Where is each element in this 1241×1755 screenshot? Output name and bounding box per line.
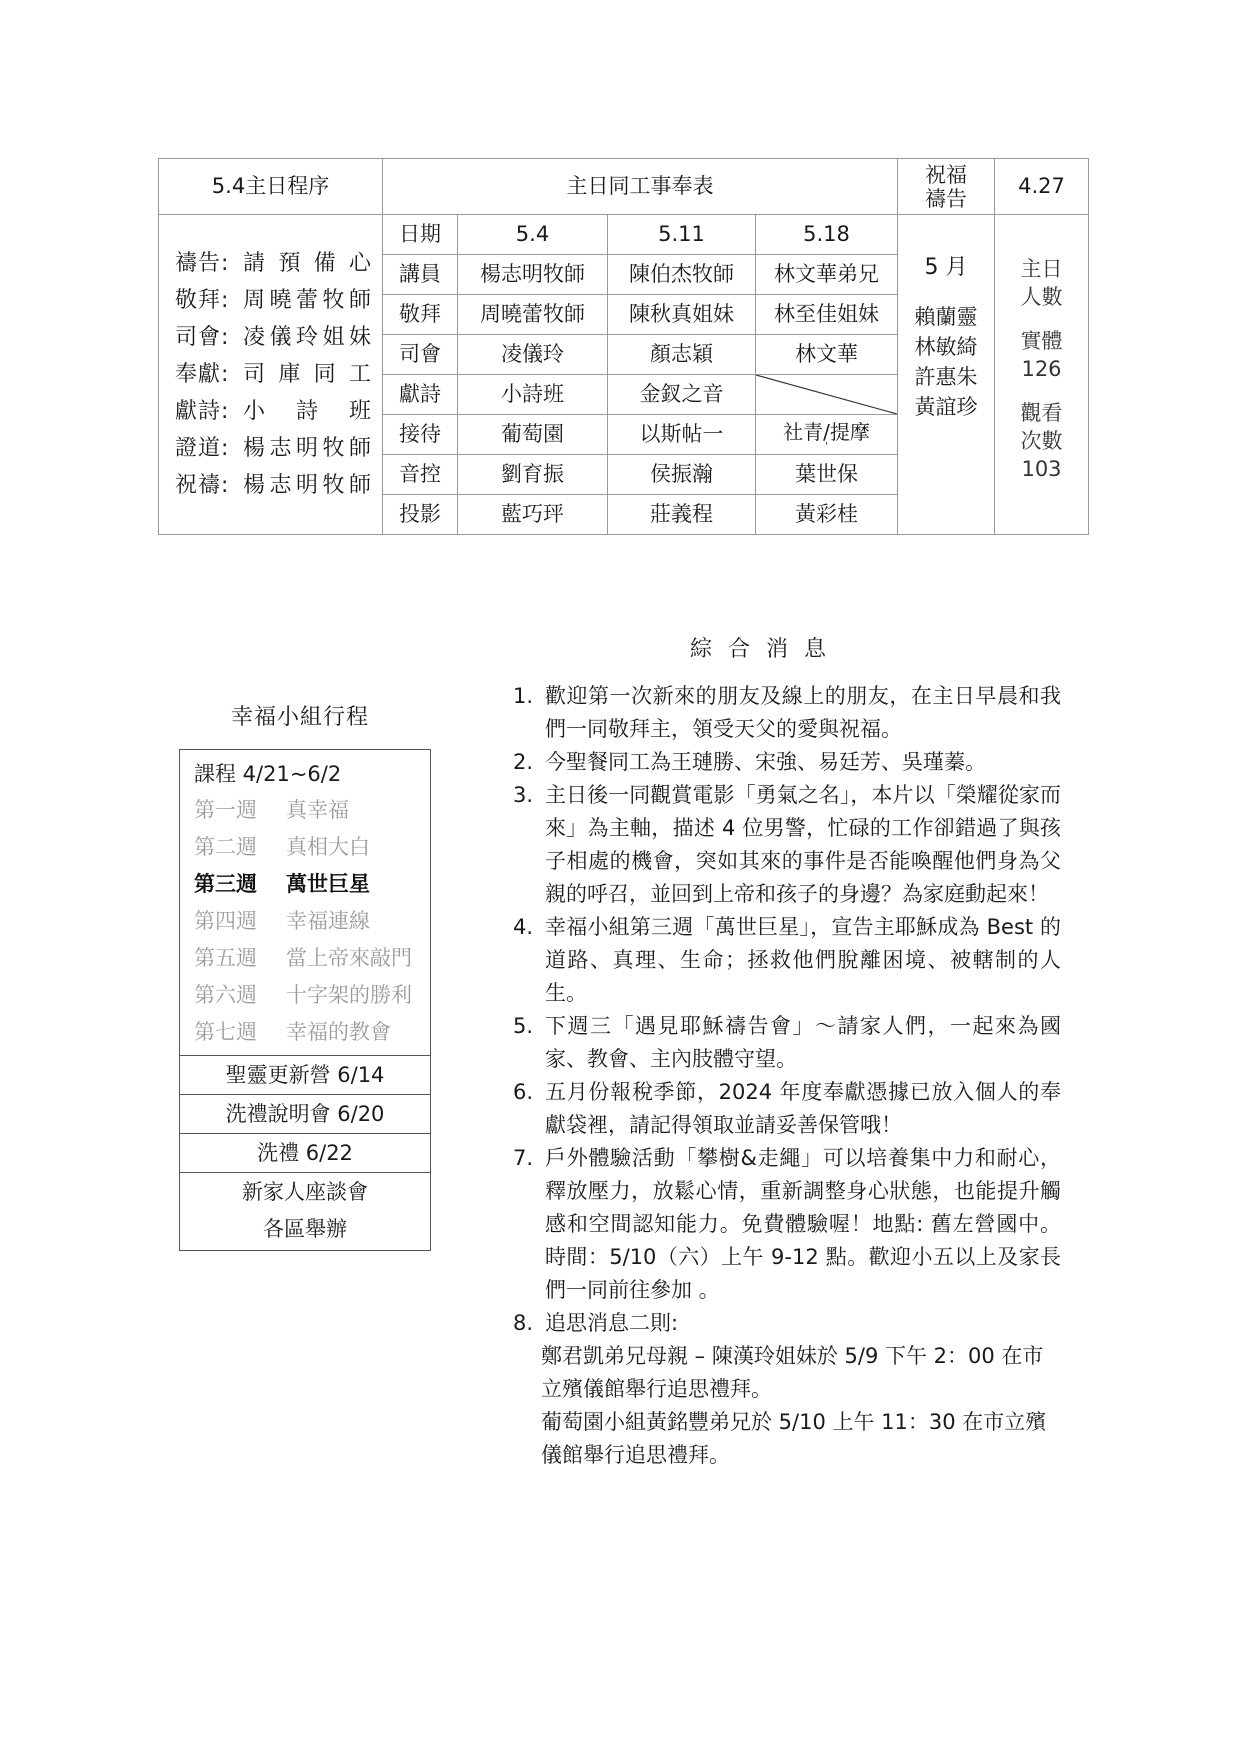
roster-cell: 社青/提摩 ' <box>756 415 898 455</box>
event-item: 洗禮 6/22 <box>180 1133 430 1172</box>
program-value: 凌 儀 玲 姐 妹 <box>243 324 372 350</box>
roster-header-col: 5.18 <box>756 215 898 255</box>
roster-cell: 以斯帖一 <box>608 415 756 455</box>
program-value: 楊 志 明 牧 師 <box>243 472 372 498</box>
physical-label: 實體 <box>1020 329 1063 353</box>
roster-cell: 林文華弟兄 <box>756 255 898 295</box>
program-value: 司 庫 同 工 <box>243 361 372 387</box>
memorial-notice: 葡萄園小組黃銘豐弟兄於 5/10 上午 11：30 在市立殯儀館舉行追思禮拜。 <box>541 1410 1047 1467</box>
roster-cell: 周曉蕾牧師 <box>458 295 608 335</box>
week-item: 第五週 當上帝來敲門 <box>194 946 412 970</box>
prayer-name: 林敏綺 <box>914 335 978 360</box>
roster-cell: 凌儀玲 <box>458 335 608 375</box>
news-item: 3. 主日後一同觀賞電影「勇氣之名」，本片以「榮耀從家而來」為主軸，描述 4 位男警，忙碌的工作卻錯過了與孩子相處的機會，突如其來的事件是否能喚醒他們身為父親的呼召，並回到上帝和孩子的身邊？為家庭動起來！ <box>513 783 1061 906</box>
group-schedule-box <box>179 749 431 1251</box>
roster-cell: 金釵之音 <box>608 375 756 415</box>
prayer-list <box>898 215 995 535</box>
roster-cell: 林文華 <box>756 335 898 375</box>
program-line: 奉獻: 司 庫 同 工 <box>175 361 372 387</box>
roster-role: 敬拜 <box>383 295 458 335</box>
event-item: 聖靈更新營 6/14 <box>180 1055 430 1094</box>
program-line: 敬拜: 周 曉 蕾 牧 師 <box>175 287 372 313</box>
program-value: 楊 志 明 牧 師 <box>243 435 372 461</box>
news-item: 7. 戶外體驗活動「攀樹&走繩」可以培養集中力和耐心，釋放壓力，放鬆心情，重新調整身心狀態，也能提升觸感和空間認知能力。免費體驗喔！地點: 舊左營國中。時間：5/10（六）上午 9-12 點。歡迎小五以上及家長們一同前往參加 。 <box>513 1146 1061 1302</box>
attendance-label: 人數 <box>1020 285 1063 309</box>
roster-cell-empty <box>756 375 898 415</box>
roster-header-date: 日期 <box>383 215 458 255</box>
news-item: 2. 今聖餐同工為王璉勝、宋強、易廷芳、吳瑾蓁。 <box>513 750 986 774</box>
attendance-label: 主日 <box>1020 257 1063 281</box>
news-item: 8. 追思消息二則: <box>513 1311 679 1335</box>
week-item: 第四週 幸福連線 <box>194 909 370 933</box>
roster-header-col: 5.4 <box>458 215 608 255</box>
roster-cell: 葡萄園 <box>458 415 608 455</box>
course-block <box>180 750 430 1055</box>
memorial-notice: 鄭君凱弟兄母親 – 陳漢玲姐妹於 5/9 下午 2：00 在市立殯儀館舉行追思禮拜。 <box>541 1344 1044 1401</box>
roster-cell: 陳伯杰牧師 <box>608 255 756 295</box>
roster-cell: 劉育振 <box>458 455 608 495</box>
views-value: 103 <box>1021 457 1062 481</box>
week-item-current: 第三週 萬世巨星 <box>194 872 370 896</box>
program-value: 請 預 備 心 <box>243 250 372 276</box>
roster-cell: 侯振瀚 <box>608 455 756 495</box>
news-item: 5. 下週三「遇見耶穌禱告會」～請家人們，一起來為國家、教會、主內肢體守望。 <box>513 1014 1061 1071</box>
roster-role: 音控 <box>383 455 458 495</box>
roster-cell: 小詩班 <box>458 375 608 415</box>
views-label: 次數 <box>1020 429 1063 453</box>
roster-cell: 林至佳姐妹 <box>756 295 898 335</box>
physical-value: 126 <box>1021 357 1062 381</box>
roster-role: 投影 <box>383 495 458 535</box>
roster-header-col: 5.11 <box>608 215 756 255</box>
roster-cell: 楊志明牧師 <box>458 255 608 295</box>
roster-role: 司會 <box>383 335 458 375</box>
roster-cell: 葉世保 <box>756 455 898 495</box>
roster-cell: 藍巧玶 <box>458 495 608 535</box>
program-line: 獻詩: 小 詩 班 <box>175 398 372 424</box>
week-item: 第一週 真幸福 <box>194 798 349 822</box>
roster-role: 獻詩 <box>383 375 458 415</box>
views-label: 觀看 <box>1020 401 1063 425</box>
course-range: 課程 4/21~6/2 <box>194 762 342 786</box>
news-title: 綜合消息 <box>690 637 843 662</box>
prayer-name: 賴蘭靈 <box>914 305 978 330</box>
roster-cell: 陳秋真姐妹 <box>608 295 756 335</box>
prayer-title: 祝福禱告 <box>898 159 995 215</box>
program-value: 周 曉 蕾 牧 師 <box>243 287 372 313</box>
group-title: 幸福小組行程 <box>230 705 369 730</box>
event-item: 新家人座談會 各區舉辦 <box>180 1172 430 1250</box>
week-item: 第六週 十字架的勝利 <box>194 983 412 1007</box>
roster-cell: 莊義程 <box>608 495 756 535</box>
roster-role: 接待 <box>383 415 458 455</box>
prayer-name: 許惠朱 <box>914 365 978 390</box>
program-line: 司會: 凌 儀 玲 姐 妹 <box>175 324 372 350</box>
prayer-month: 5 月 <box>924 255 968 280</box>
news-item: 4. 幸福小組第三週「萬世巨星」，宣告主耶穌成為 Best 的道路、真理、生命；拯救他們脫離困境、被轄制的人生。 <box>513 915 1061 1005</box>
schedule-table <box>158 158 1089 535</box>
news-list <box>513 680 1061 1472</box>
roster-cell: 黃彩桂 <box>756 495 898 535</box>
event-item: 洗禮說明會 6/20 <box>180 1094 430 1133</box>
prayer-name: 黃誼珍 <box>914 395 978 420</box>
week-item: 第七週 幸福的教會 <box>194 1020 391 1044</box>
program-line: 證道: 楊 志 明 牧 師 <box>175 435 372 461</box>
roster-title: 主日同工事奉表 <box>383 159 898 215</box>
news-item: 1. 歡迎第一次新來的朋友及線上的朋友，在主日早晨和我們一同敬拜主，領受天父的愛與祝福。 <box>513 684 1061 741</box>
program-line: 祝禱: 楊 志 明 牧 師 <box>175 472 372 498</box>
program-value: 小 詩 班 <box>243 398 372 424</box>
news-item: 6. 五月份報稅季節，2024 年度奉獻憑據已放入個人的奉獻袋裡，請記得領取並請妥善保管哦！ <box>513 1080 1061 1137</box>
diagonal-line <box>756 375 897 414</box>
roster-cell: 顏志穎 <box>608 335 756 375</box>
attendance <box>995 215 1089 535</box>
program-title: 5.4主日程序 <box>159 159 383 215</box>
program-line: 禱告: 請 預 備 心 <box>175 250 372 276</box>
prayer-date: 4.27 <box>995 159 1089 215</box>
week-item: 第二週 真相大白 <box>194 835 370 859</box>
roster-role: 講員 <box>383 255 458 295</box>
sunday-program <box>159 215 383 535</box>
